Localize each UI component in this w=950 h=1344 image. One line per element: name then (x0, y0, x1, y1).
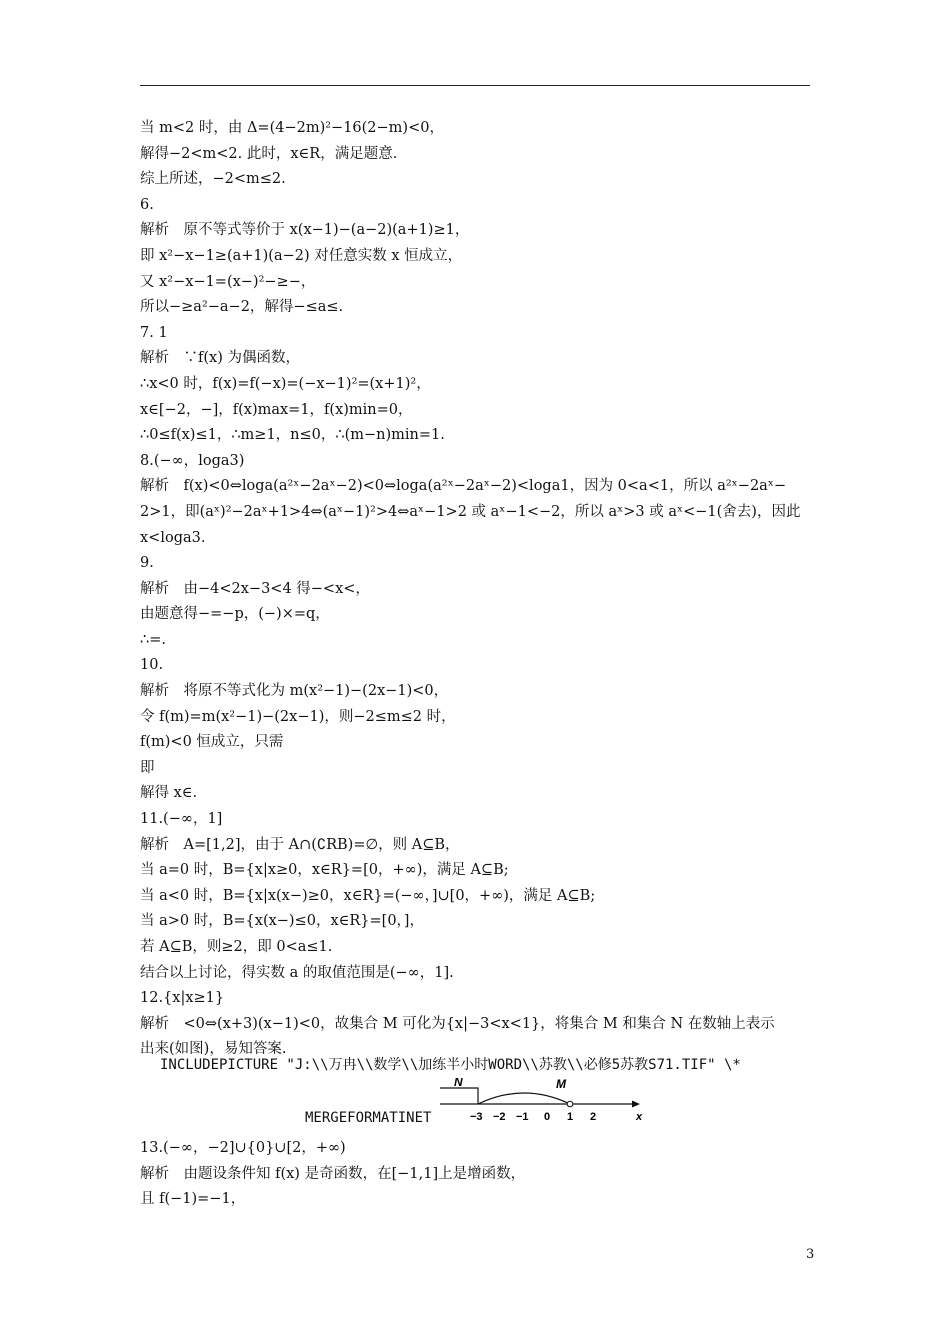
text-line: 所以−≥a²−a−2，解得−≤a≤. (140, 299, 344, 316)
text-line: 当 a>0 时，B={x(x−)≤0，x∈R}=[0，]， (140, 913, 424, 930)
text-line: 当 a=0 时，B={x|x≥0，x∈R}=[0，+∞)，满足 A⊆B; (140, 862, 509, 879)
text-line: 令 f(m)=m(x²−1)−(2x−1)，则−2≤m≤2 时， (140, 708, 456, 725)
text-line: 出来(如图)，易知答案. (140, 1041, 287, 1058)
text-line: 9. (140, 555, 154, 572)
text-line: 当 a<0 时，B={x|x(x−)≥0，x∈R}=(−∞，]∪[0，+∞)，满足 A⊆B; (140, 887, 596, 904)
open-point-1 (567, 1101, 573, 1107)
tick-label: 1 (567, 1111, 574, 1123)
text-line: 解析 ∵f(x) 为偶函数， (140, 350, 300, 367)
text-line: 当 m<2 时，由 Δ=(4−2m)²−16(2−m)<0， (140, 120, 444, 136)
label-m: M (556, 1078, 566, 1091)
text-line: ∴0≤f(x)≤1，∴m≥1，n≤0，∴(m−n)min=1. (140, 427, 445, 444)
text-line: 若 A⊆B，则≥2，即 0<a≤1. (140, 939, 333, 955)
text-line: 结合以上讨论，得实数 a 的取值范围是(−∞，1]. (140, 964, 454, 981)
text-line: x∈[−2，−]，f(x)max=1，f(x)min=0， (140, 401, 413, 418)
text-line: 综上所述，−2<m≤2. (140, 171, 286, 188)
text-line: 解得 x∈. (140, 785, 198, 802)
document-body (140, 116, 812, 1063)
text-line: 10. (140, 657, 164, 674)
text-line: 又 x²−x−1=(x−)²−≥−， (140, 273, 316, 290)
axis-arrow (632, 1101, 640, 1108)
text-line: 2>1，即(aˣ)²−2aˣ+1>4⇔(aˣ−1)²>4⇔aˣ−1>2 或 aˣ−1<−2，所以 aˣ>3 或 aˣ<−1(舍去)，因此 (140, 503, 801, 520)
tick-label: 2 (590, 1111, 597, 1123)
text-line: x<loga3. (140, 529, 206, 546)
text-line: 解析 由题设条件知 f(x) 是奇函数，在[−1,1]上是增函数， (140, 1165, 526, 1182)
tick-label: 0 (544, 1111, 551, 1123)
page-number: 3 (806, 1247, 815, 1262)
text-line: 且 f(−1)=−1， (140, 1191, 246, 1208)
document-body-continued (140, 1136, 812, 1213)
text-line: 由题意得−=−p，(−)×=q， (140, 606, 330, 623)
include-picture-field: INCLUDEPICTURE "J:\\万冉\\数学\\加练半小时WORD\\苏教\\必修5苏教S71.TIF" \* (160, 1057, 741, 1073)
text-line: 解析 f(x)<0⇔loga(a²ˣ−2aˣ−2)<0⇔loga(a²ˣ−2aˣ−2)<loga1，因为 0<a<1，所以 a²ˣ−2aˣ− (140, 478, 787, 495)
text-line: 6. (140, 196, 154, 213)
label-x: x (636, 1111, 643, 1123)
text-line: 13.(−∞，−2]∪{0}∪[2，+∞) (140, 1140, 346, 1156)
text-line: f(m)<0 恒成立，只需 (140, 734, 284, 751)
text-line: 解析 将原不等式化为 m(x²−1)−(2x−1)<0， (140, 683, 449, 700)
merge-format-field: MERGEFORMATINET (305, 1110, 432, 1126)
text-line: 11.(−∞，1] (140, 811, 223, 828)
text-line: 7. 1 (140, 324, 168, 341)
text-line: 即 (140, 759, 155, 776)
header-rule (140, 85, 810, 86)
text-line: 即 x²−x−1≥(a+1)(a−2) 对任意实数 x 恒成立， (140, 247, 463, 264)
number-line-figure (440, 1078, 650, 1130)
tick-label: −1 (516, 1111, 529, 1123)
text-line: 8.(−∞，loga3) (140, 452, 245, 469)
text-line: ∴=. (140, 631, 166, 648)
label-n: N (454, 1078, 463, 1089)
text-line: 解析 A=[1,2]，由于 A∩(∁RB)=∅，则 A⊆B， (140, 836, 460, 853)
text-line: 解得−2<m<2. 此时，x∈R，满足题意. (140, 145, 398, 162)
text-line: 12.{x|x≥1} (140, 990, 225, 1007)
text-line: 解析 原不等式等价于 x(x−1)−(a−2)(a+1)≥1， (140, 222, 470, 239)
set-m-arc (478, 1093, 570, 1104)
text-line: 解析 由−4<2x−3<4 得−<x<， (140, 580, 370, 597)
text-line: 解析 <0⇔(x+3)(x−1)<0，故集合 M 可化为{x|−3<x<1}，将集合 M 和集合 N 在数轴上表示 (140, 1015, 775, 1032)
tick-label: −2 (493, 1111, 506, 1123)
tick-label: −3 (470, 1111, 483, 1123)
set-n-ray (440, 1088, 478, 1104)
text-line: ∴x<0 时，f(x)=f(−x)=(−x−1)²=(x+1)²， (140, 375, 431, 392)
